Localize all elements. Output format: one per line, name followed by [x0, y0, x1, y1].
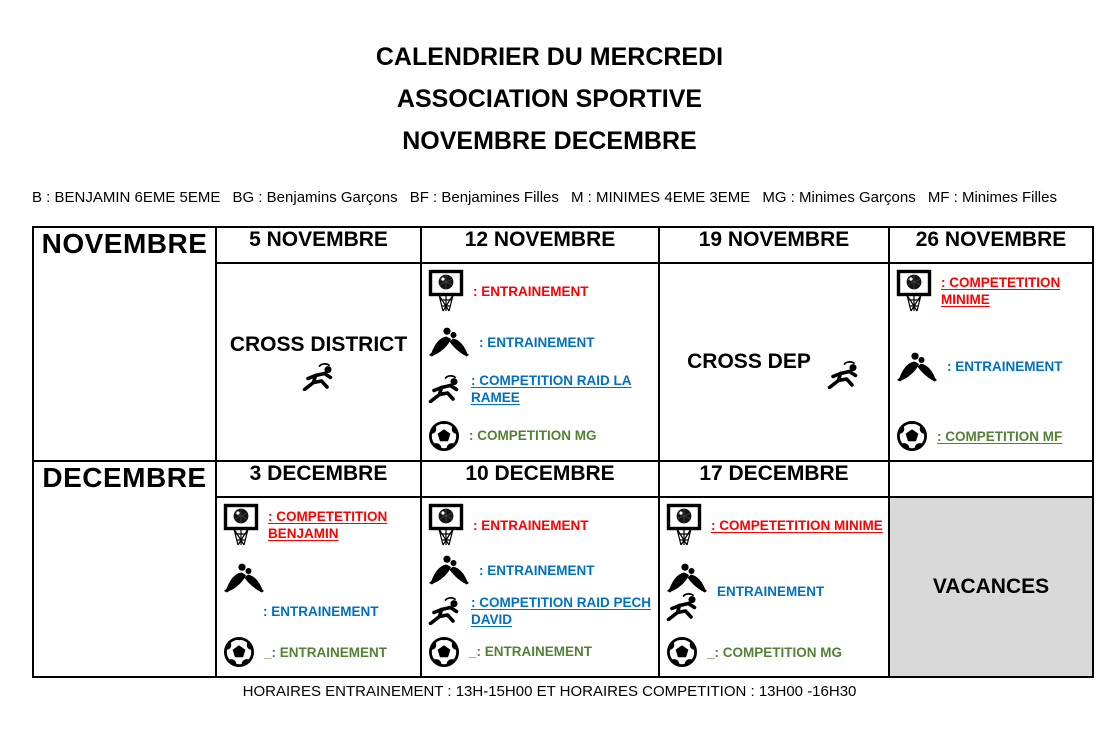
event-icons [223, 503, 259, 547]
day-cell-17-decembre [659, 497, 889, 677]
date-header-19-novembre: 19 NOVEMBRE [659, 227, 889, 263]
soccer-icon [896, 420, 928, 452]
basketball-icon [666, 503, 702, 547]
event-icons [666, 503, 702, 547]
events-list [660, 498, 888, 676]
event-entry [428, 372, 654, 406]
wrestling-icon [428, 555, 470, 585]
event-entry [428, 269, 654, 313]
title-line-3: NOVEMBRE DECEMBRE [402, 127, 697, 155]
runner-icon [428, 375, 462, 403]
title-line-1: CALENDRIER DU MERCREDI [375, 43, 724, 71]
event-entry [896, 352, 1088, 382]
date-header-3-decembre: 3 DECEMBRE [216, 461, 421, 497]
events-list [890, 264, 1092, 460]
event-icons [428, 269, 464, 313]
event-text: : ENTRAINEMENT [263, 604, 379, 619]
event-icons [428, 555, 470, 585]
day-cell-26-novembre [889, 263, 1093, 461]
event-text: : ENTRAINEMENT [947, 359, 1063, 374]
wrestling-icon [666, 563, 708, 593]
basketball-icon [896, 269, 932, 313]
wrestling-icon [896, 352, 938, 382]
day-cell-10-decembre [421, 497, 659, 677]
date-header-17-decembre: 17 DECEMBRE [659, 461, 889, 497]
event-icons [428, 375, 462, 403]
event-icons [428, 636, 460, 668]
legend-item-2: BF : Benjamines Filles [409, 189, 559, 206]
month-cell-novembre: NOVEMBRE [33, 227, 216, 461]
date-header-10-decembre: 10 DECEMBRE [421, 461, 659, 497]
date-header-5-novembre: 5 NOVEMBRE [216, 227, 421, 263]
basketball-icon [223, 503, 259, 547]
event-entry [223, 636, 416, 668]
event-text: : COMPETITION RAID PECH DAVID [471, 594, 652, 627]
document-title [0, 36, 1099, 162]
event-icons [428, 327, 470, 357]
event-text: : COMPETITION MF [937, 428, 1063, 444]
runner-icon [428, 597, 462, 625]
event-icons [428, 420, 460, 452]
soccer-icon [428, 636, 460, 668]
event-icons [896, 269, 932, 313]
note-text: CROSS DEP [687, 350, 811, 373]
header-row-decembre [33, 461, 1093, 497]
note-cell [217, 264, 420, 460]
day-cell-19-novembre [659, 263, 889, 461]
event-entry [896, 420, 1088, 452]
header-row-novembre [33, 227, 1093, 263]
event-text: : COMPETITION RAID LA RAMEE [471, 372, 632, 405]
event-icons [666, 563, 708, 621]
day-cell-12-novembre [421, 263, 659, 461]
runner-icon [302, 363, 336, 391]
event-text: : COMPETETITION MINIME [941, 275, 1061, 307]
event-text: : COMPETITION MG [469, 428, 597, 444]
day-cell-vacances [889, 497, 1093, 677]
event-text: ENTRAINEMENT [717, 584, 825, 599]
event-entry [428, 594, 654, 628]
soccer-icon [666, 636, 698, 668]
legend-item-5: MF : Minimes Filles [927, 189, 1057, 206]
schedule-footer: HORAIRES ENTRAINEMENT : 13H-15H00 ET HORAIRES COMPETITION : 13H00 -16H30 [242, 683, 857, 700]
calendar-body [33, 227, 1093, 677]
event-text: : ENTRAINEMENT [479, 562, 595, 578]
title-line-2: ASSOCIATION SPORTIVE [396, 85, 703, 113]
note-cell [660, 264, 888, 460]
event-entry [428, 503, 654, 547]
events-list [217, 498, 420, 676]
event-entry [428, 555, 654, 585]
event-entry [666, 503, 884, 547]
date-header-26-novembre: 26 NOVEMBRE [889, 227, 1093, 263]
event-entry [896, 269, 1088, 313]
event-icons [223, 636, 255, 668]
event-text: _: ENTRAINEMENT [469, 644, 593, 660]
legend-item-4: MG : Minimes Garçons [762, 189, 916, 206]
event-text: : COMPETETITION BENJAMIN [268, 509, 388, 541]
event-entry [666, 563, 884, 621]
event-text: : ENTRAINEMENT [479, 334, 595, 350]
basketball-icon [428, 269, 464, 313]
event-text: : ENTRAINEMENT [473, 517, 589, 533]
legend-item-0: B : BENJAMIN 6EME 5EME [32, 189, 221, 206]
vacances-cell: VACANCES [932, 575, 1050, 598]
day-cell-3-decembre [216, 497, 421, 677]
runner-icon [827, 361, 861, 389]
event-text: _: ENTRAINEMENT [264, 644, 388, 660]
event-entry [223, 563, 416, 620]
event-icons [896, 352, 938, 382]
runner-icon [666, 593, 708, 621]
wrestling-icon [223, 563, 265, 593]
wrestling-icon [428, 327, 470, 357]
events-list [422, 264, 658, 460]
event-entry [428, 636, 654, 668]
soccer-icon [428, 420, 460, 452]
event-entry [428, 327, 654, 357]
date-header-empty [889, 461, 1093, 497]
event-icons [223, 563, 416, 597]
note-text: CROSS DISTRICT [229, 333, 408, 356]
event-entry [428, 420, 654, 452]
legend [32, 189, 1057, 206]
basketball-icon [428, 503, 464, 547]
soccer-icon [223, 636, 255, 668]
legend-item-3: M : MINIMES 4EME 3EME [571, 189, 751, 206]
event-icons [896, 420, 928, 452]
event-text: _: COMPETITION MG [707, 644, 842, 660]
event-icons [428, 597, 462, 625]
month-cell-decembre: DECEMBRE [33, 461, 216, 677]
day-cell-5-novembre [216, 263, 421, 461]
event-entry [666, 636, 884, 668]
legend-item-1: BG : Benjamins Garçons [232, 189, 398, 206]
calendar-table [32, 226, 1094, 678]
event-text: : COMPETETITION MINIME [711, 517, 883, 533]
event-icons [666, 636, 698, 668]
date-header-12-novembre: 12 NOVEMBRE [421, 227, 659, 263]
events-list [422, 498, 658, 676]
event-icons [428, 503, 464, 547]
event-text: : ENTRAINEMENT [473, 283, 589, 299]
event-entry [223, 503, 416, 547]
